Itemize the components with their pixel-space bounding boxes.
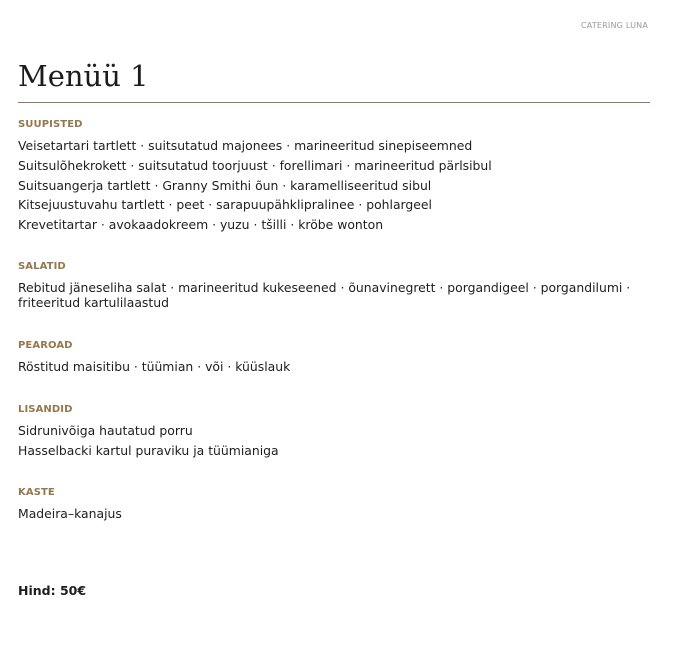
menu-item: Madeira–kanajus <box>18 506 122 521</box>
title-divider <box>18 102 650 103</box>
section-salatid <box>18 260 656 310</box>
menu-item: Kitsejuustuvahu tartlett · peet · sarapuupähklipralinee · pohlargeel <box>18 197 432 213</box>
section-items <box>18 278 656 310</box>
section-heading: LISANDID <box>18 404 73 415</box>
section-heading: PEAROAD <box>18 340 73 351</box>
section-items <box>18 136 656 235</box>
menu-item: Röstitud maisitibu · tüümian · või · küüslauk <box>18 359 291 374</box>
section-items <box>18 357 656 377</box>
section-kaste <box>18 486 656 524</box>
brand-name: CATERING LUNA <box>581 21 648 30</box>
price-label: Hind: 50€ <box>18 583 87 598</box>
menu-item: Hasselbacki kartul puraviku ja tüümianiga <box>18 442 279 458</box>
menu-item: Suitsulõhekrokett · suitsutatud toorjuust · forellimari · marineeritud pärlsibul <box>18 157 492 173</box>
menu-item: Veisetartari tartlett · suitsutatud majonees · marineeritud sinepiseemned <box>18 138 473 153</box>
section-suupisted <box>18 118 656 235</box>
menu-item: Krevetitartar · avokaadokreem · yuzu · tšilli · kröbe wonton <box>18 217 384 233</box>
section-items <box>18 504 656 524</box>
menu-title: Menüü 1 <box>18 59 149 93</box>
menu-item: Sidrunivõiga hautatud porru <box>18 423 193 438</box>
section-items <box>18 421 656 461</box>
menu-item: Rebitud jäneseliha salat · marineeritud kukeseened · õunavinegrett · porgandigeel · porgandilumi · friteeritud kartulilaastud <box>18 280 631 310</box>
section-lisandid <box>18 403 656 461</box>
section-heading: SUUPISTED <box>18 119 83 130</box>
section-heading: KASTE <box>18 487 55 498</box>
menu-item: Suitsuangerja tartlett · Granny Smithi õun · karamelliseeritud sibul <box>18 177 432 193</box>
section-heading: SALATID <box>18 261 66 272</box>
section-pearoad <box>18 339 656 377</box>
